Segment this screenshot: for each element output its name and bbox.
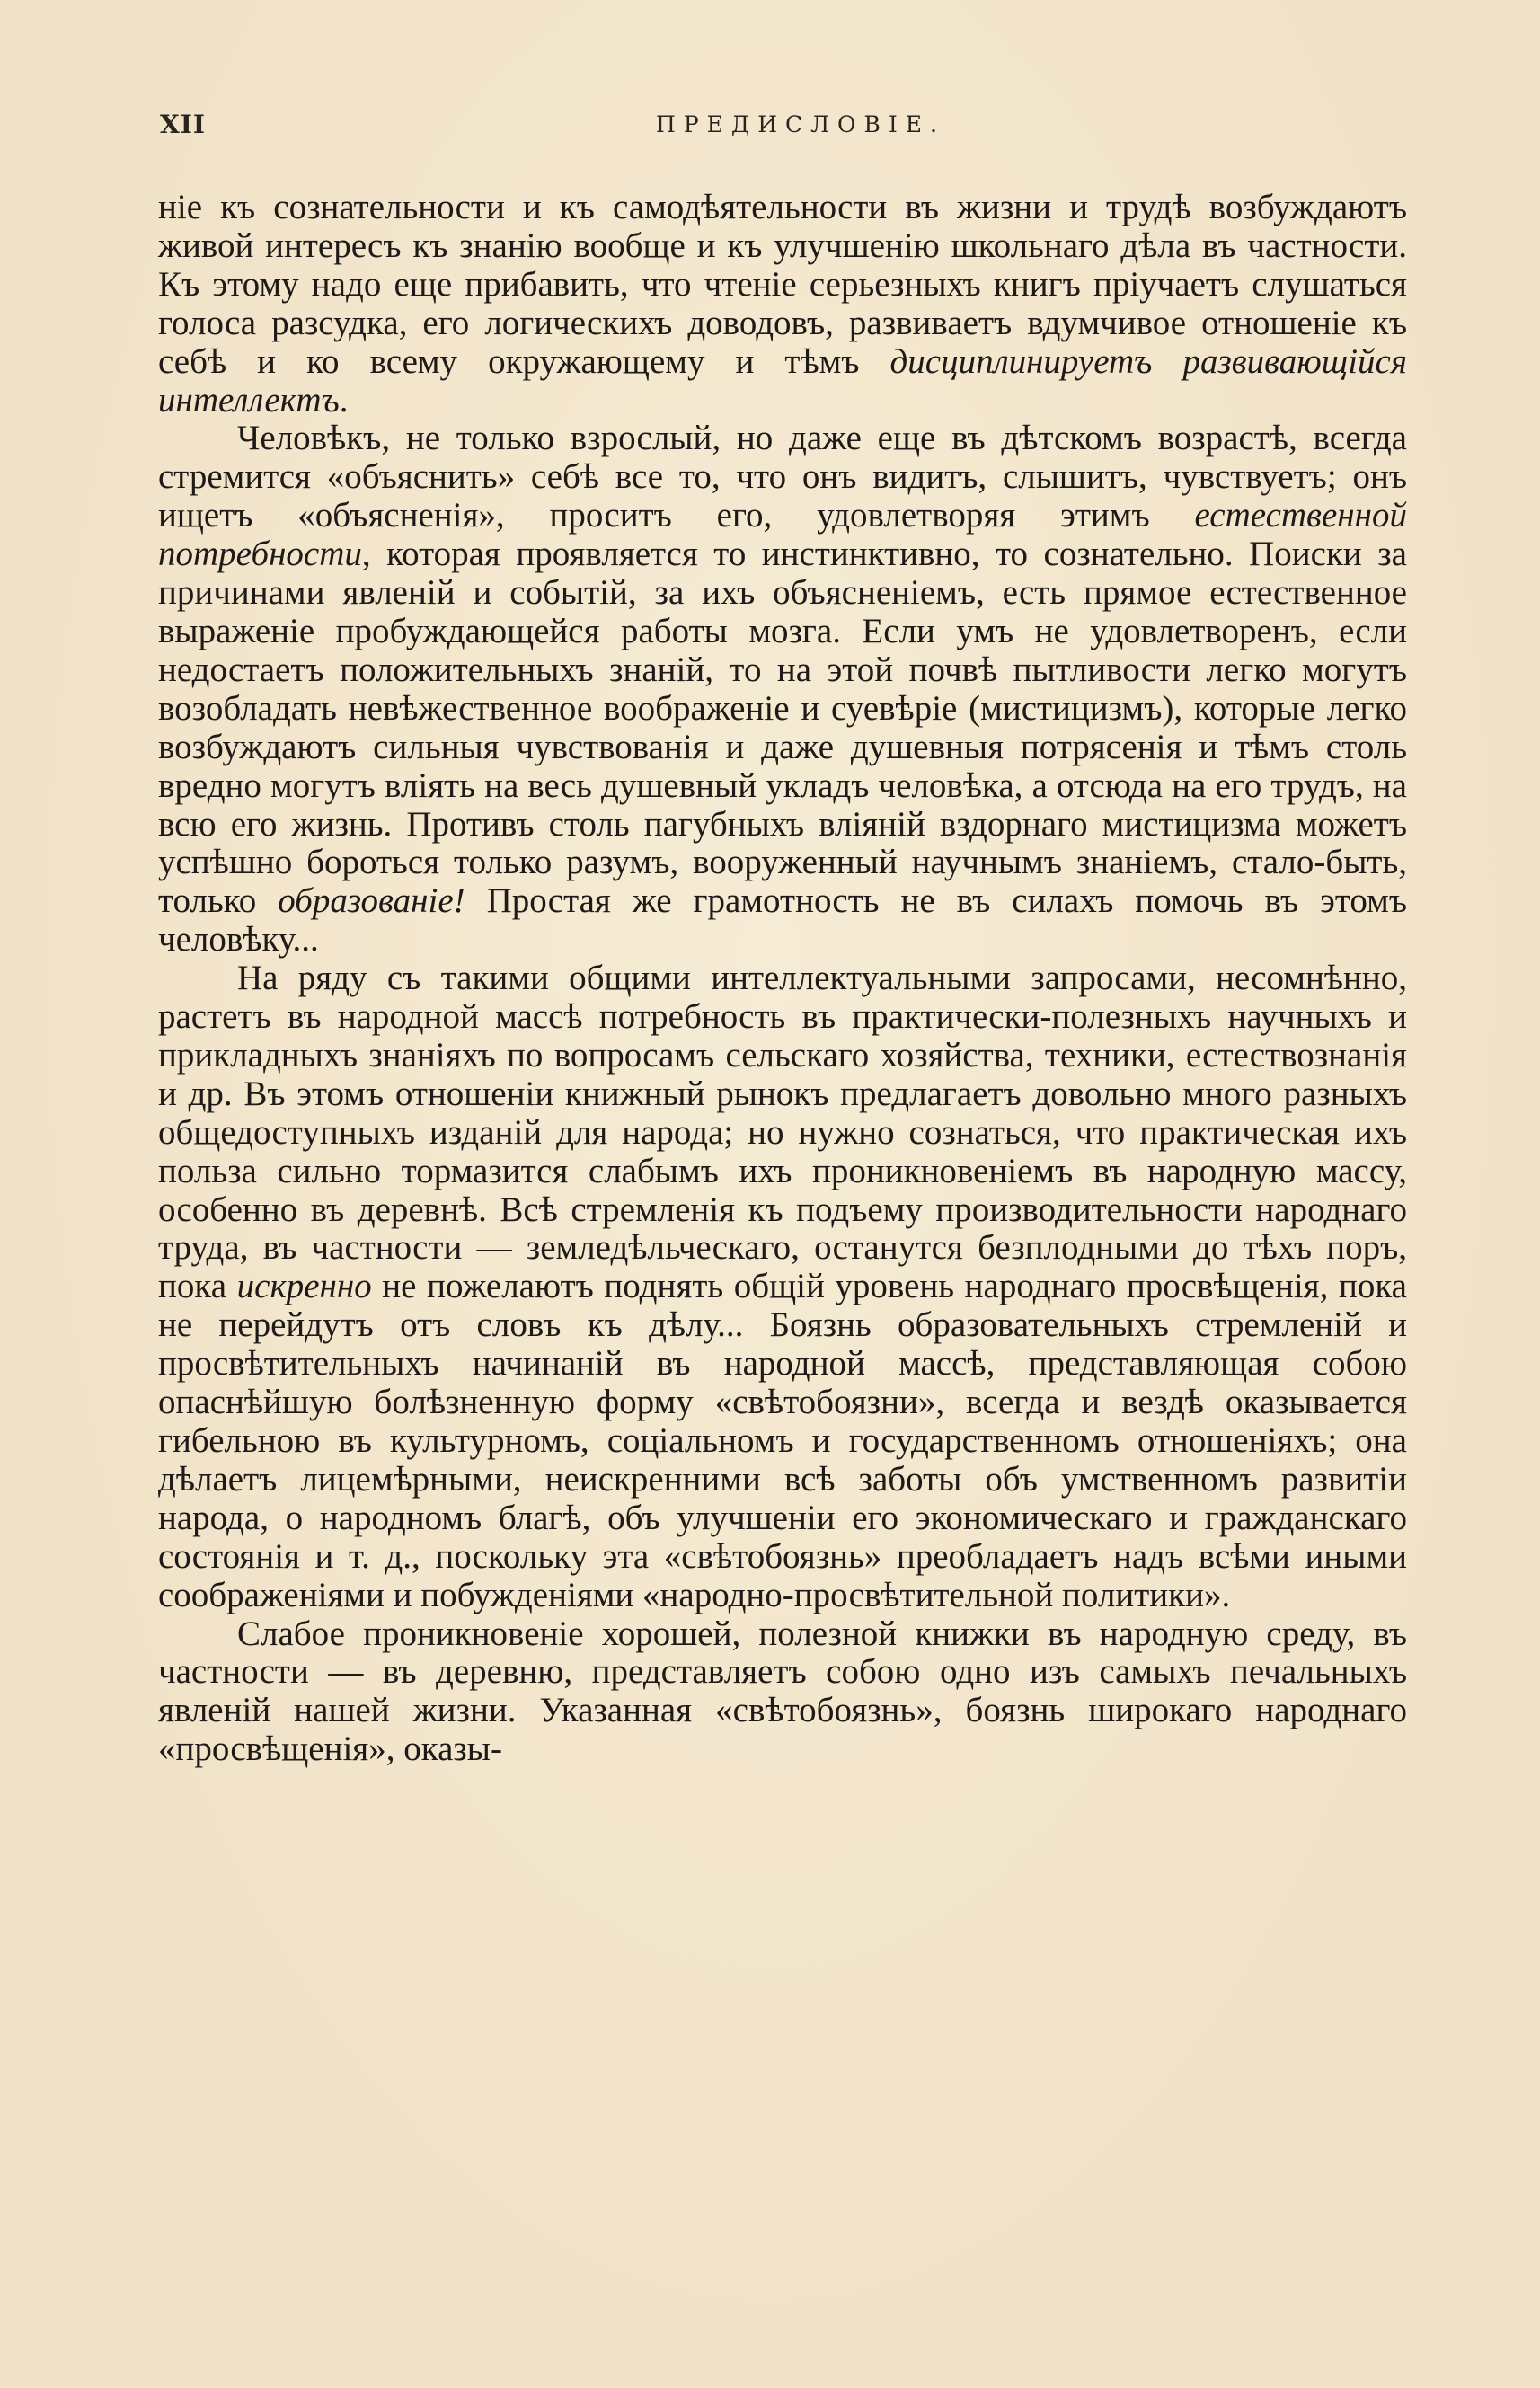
paragraph-2-text-2: , которая проявляется то инстинктивно, то сознательно. Поиски за причинами явленій и событій, за ихъ объясненіемъ, есть прямое естественное выраженіе пробуждающейся работы мозга. Если умъ не удовлетворенъ, если недостаетъ положительныхъ знаній, то на этой почвѣ пытливости легко могутъ возобладать невѣжественное воображеніе и суевѣріе (мистицизмъ), которые легко возбуждаютъ сильныя чувствованія и даже душевныя потрясенія и тѣмъ столь вредно могутъ вліять на весь душевный укладъ человѣка, а отсюда на его трудъ, на всю его жизнь. Противъ столь пагубныхъ вліяній вздорнаго мистицизма можетъ успѣшно бороться только разумъ, вооруженный научнымъ знаніемъ, стало-быть, только — [158, 535, 1407, 921]
paragraph-2 — [158, 420, 1407, 960]
paragraph-2-italic-1: естественной потребности — [158, 496, 1407, 574]
paragraph-4-text: Слабое проникновеніе хорошей, полезной книжки въ народную среду, въ частности — въ деревню, представляетъ собою одно изъ самыхъ печальныхъ явленій нашей жизни. Указанная «свѣтобоязнь», боязнь широкаго народнаго «просвѣщенія», оказы- — [158, 1614, 1407, 1769]
paragraph-2-text-3: Простая же грамотность не въ силахъ помочь въ этомъ человѣку... — [158, 881, 1408, 960]
running-title: ПРЕДИСЛОВІЕ. — [656, 111, 945, 137]
paragraph-1-text: ніе къ сознательности и къ самодѣятельности въ жизни и трудѣ возбуждаютъ живой интересъ къ знанію вообще и къ улучшенію школьнаго дѣла въ частности. Къ этому надо еще прибавить, что чтеніе серьезныхъ книгъ пріучаетъ слушаться голоса разсудка, его логическихъ доводовъ, развиваетъ вдумчивое отношеніе къ себѣ и ко всему окружающему и тѣмъ — [158, 188, 1407, 381]
paragraph-1-italic: дисциплинируетъ развивающійся интеллектъ — [158, 341, 1407, 420]
page-number: XII — [160, 110, 206, 139]
paragraph-2-text: Человѣкъ, не только взрослый, но даже еще въ дѣтскомъ возрастѣ, всегда стремится «объяснить» себѣ все то, что онъ видитъ, слышитъ, чувствуетъ; онъ ищетъ «объясненія», проситъ его, удовлетворяя этимъ — [158, 419, 1407, 535]
paragraph-1 — [158, 189, 1407, 420]
paragraph-3-italic: искренно — [236, 1267, 372, 1306]
paragraph-3 — [158, 960, 1407, 1614]
paragraph-4 — [158, 1615, 1407, 1770]
page-header — [160, 110, 1405, 155]
paragraph-2-italic-2: образованіе! — [278, 881, 465, 921]
paragraph-3-text: На ряду съ такими общими интеллектуальными запросами, несомнѣнно, растетъ въ народной массѣ потребность въ практически-полезныхъ научныхъ и прикладныхъ знаніяхъ по вопросамъ сельскаго хозяйства, техники, естествознанія и др. Въ этомъ отношеніи книжный рынокъ предлагаетъ довольно много разныхъ общедоступныхъ изданій для народа; но нужно сознаться, что практическая ихъ польза сильно тормазится слабымъ ихъ проникновеніемъ въ народную массу, особенно въ деревнѣ. Всѣ стремленія къ подъему производительности народнаго труда, въ частности — земледѣльческаго, останутся безплодными до тѣхъ поръ, пока — [158, 959, 1407, 1306]
body-text — [158, 189, 1407, 1769]
paragraph-1-end: . — [339, 380, 349, 420]
paragraph-3-text-2: не пожелаютъ поднять общій уровень народнаго просвѣщенія, пока не перейдутъ отъ словъ къ дѣлу... Боязнь образовательныхъ стремленій и просвѣтительныхъ начинаній въ народной массѣ, представляющая собою опаснѣйшую болѣзненную форму «свѣтобоязни», всегда и вездѣ оказывается гибельною въ культурномъ, соціальномъ и государственномъ отношеніяхъ; она дѣлаетъ лицемѣрными, неискренними всѣ заботы объ умственномъ развитіи народа, о народномъ благѣ, объ улучшеніи его экономическаго и гражданскаго состоянія и т. д., поскольку эта «свѣтобоязнь» преобладаетъ надъ всѣми иными соображеніями и побужденіями «народно-просвѣтительной политики». — [158, 1267, 1407, 1614]
